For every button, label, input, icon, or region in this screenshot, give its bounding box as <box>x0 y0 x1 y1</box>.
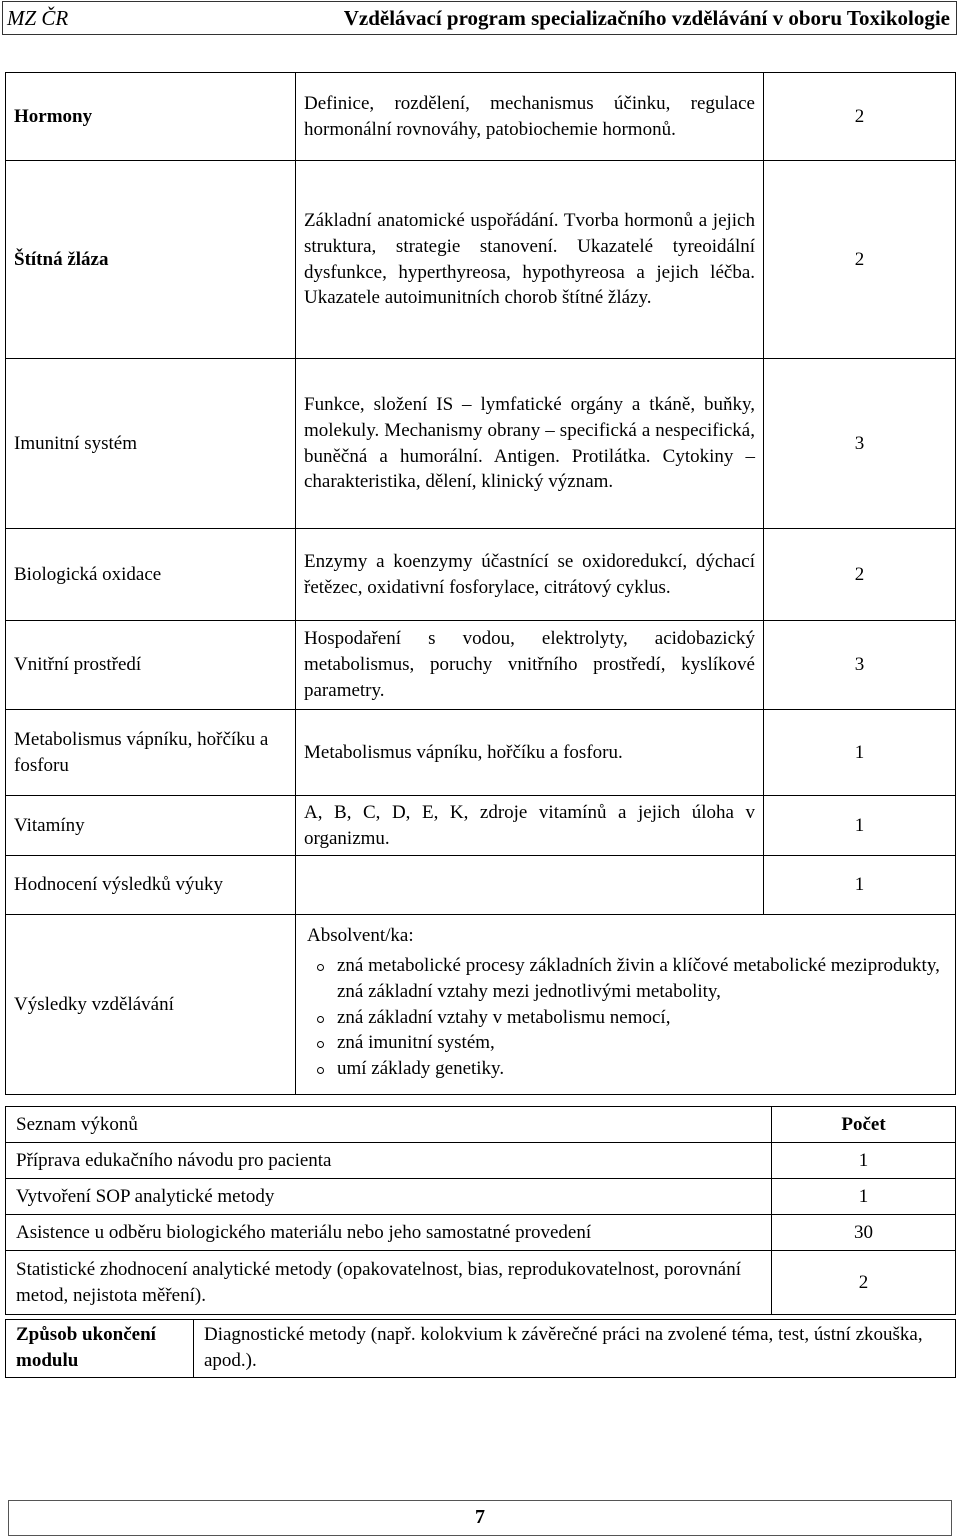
ending-table <box>5 1319 956 1378</box>
topic-description: Enzymy a koenzymy účastnící se oxidoredukcí, dýchací řetězec, oxidativní fosforylace, citrátový cyklus. <box>296 529 764 621</box>
topic-name: Vitamíny <box>6 796 296 856</box>
list-item: zná základní vztahy v metabolismu nemocí, <box>337 1005 947 1031</box>
table-row <box>6 621 956 710</box>
table-row <box>6 1320 956 1378</box>
outcomes-row <box>6 915 956 1095</box>
ending-label: Způsob ukončení modulu <box>6 1320 194 1378</box>
topic-description: Definice, rozdělení, mechanismus účinku, regulace hormonální rovnováhy, patobiochemie hormonů. <box>296 73 764 161</box>
list-item: umí základy genetiky. <box>337 1056 947 1082</box>
performance-header: Seznam výkonů <box>6 1107 772 1143</box>
performance-count: 1 <box>772 1179 956 1215</box>
topic-name: Imunitní systém <box>6 359 296 529</box>
performance-name: Statistické zhodnocení analytické metody (opakovatelnost, bias, reprodukovatelnost, porovnání metod, nejistota měření). <box>6 1251 772 1315</box>
table-row <box>6 1143 956 1179</box>
table-row <box>6 1251 956 1315</box>
topic-hours: 1 <box>764 856 956 915</box>
outcomes-label: Výsledky vzdělávání <box>6 915 296 1095</box>
table-row <box>6 359 956 529</box>
performance-name: Příprava edukačního návodu pro pacienta <box>6 1143 772 1179</box>
table-row <box>6 1215 956 1251</box>
topic-name: Metabolismus vápníku, hořčíku a fosforu <box>6 710 296 796</box>
performance-name: Vytvoření SOP analytické metody <box>6 1179 772 1215</box>
performance-table <box>5 1106 956 1315</box>
outcomes-cell <box>296 915 956 1095</box>
topic-hours: 1 <box>764 796 956 856</box>
table-row <box>6 161 956 359</box>
topic-hours: 3 <box>764 621 956 710</box>
topic-description: Metabolismus vápníku, hořčíku a fosforu. <box>296 710 764 796</box>
topics-table <box>5 72 956 1095</box>
topic-description: A, B, C, D, E, K, zdroje vitamínů a jejich úloha v organizmu. <box>296 796 764 856</box>
table-row <box>6 73 956 161</box>
topic-name: Biologická oxidace <box>6 529 296 621</box>
performance-count: 1 <box>772 1143 956 1179</box>
topic-description <box>296 856 764 915</box>
page-number: 7 <box>475 1506 485 1529</box>
topic-hours: 2 <box>764 161 956 359</box>
document-header <box>2 1 957 35</box>
table-row <box>6 1179 956 1215</box>
table-row <box>6 710 956 796</box>
header-org: MZ ČR <box>7 5 69 30</box>
performance-count: 30 <box>772 1215 956 1251</box>
topic-hours: 2 <box>764 73 956 161</box>
topic-name: Hormony <box>6 73 296 161</box>
topic-name: Hodnocení výsledků výuky <box>6 856 296 915</box>
outcomes-list <box>307 953 947 1082</box>
list-item: zná imunitní systém, <box>337 1030 947 1056</box>
topic-name: Vnitřní prostředí <box>6 621 296 710</box>
table-row <box>6 856 956 915</box>
outcomes-intro: Absolvent/ka: <box>307 925 414 947</box>
list-item: zná metabolické procesy základních živin a klíčové metabolické meziprodukty, zná základní vztahy mezi jednotlivými metabolity, <box>337 953 947 1005</box>
performance-header-row <box>6 1107 956 1143</box>
header-title: Vzdělávací program specializačního vzdělávání v oboru Toxikologie <box>343 5 950 30</box>
topic-hours: 1 <box>764 710 956 796</box>
topic-hours: 3 <box>764 359 956 529</box>
page-number-box <box>8 1500 952 1536</box>
table-row <box>6 796 956 856</box>
performance-name: Asistence u odběru biologického materiálu nebo jeho samostatné provedení <box>6 1215 772 1251</box>
performance-count-header: Počet <box>772 1107 956 1143</box>
topic-description: Funkce, složení IS – lymfatické orgány a tkáně, buňky, molekuly. Mechanismy obrany – specifická a nespecifická, buněčná a humorální. Antigen. Protilátka. Cytokiny – charakteristika, dělení, klinický význam. <box>296 359 764 529</box>
topic-hours: 2 <box>764 529 956 621</box>
ending-text: Diagnostické metody (např. kolokvium k závěrečné práci na zvolené téma, test, ústní zkouška, apod.). <box>194 1320 956 1378</box>
table-row <box>6 529 956 621</box>
topic-description: Základní anatomické uspořádání. Tvorba hormonů a jejich struktura, strategie stanovení. Ukazatelé tyreoidální dysfunkce, hyperthyreosa, hypothyreosa a jejich léčba. Ukazatele autoimunitních chorob štítné žlázy. <box>296 161 764 359</box>
topic-description: Hospodaření s vodou, elektrolyty, acidobazický metabolismus, poruchy vnitřního prostředí, kyslíkové parametry. <box>296 621 764 710</box>
topic-name: Štítná žláza <box>6 161 296 359</box>
performance-count: 2 <box>772 1251 956 1315</box>
